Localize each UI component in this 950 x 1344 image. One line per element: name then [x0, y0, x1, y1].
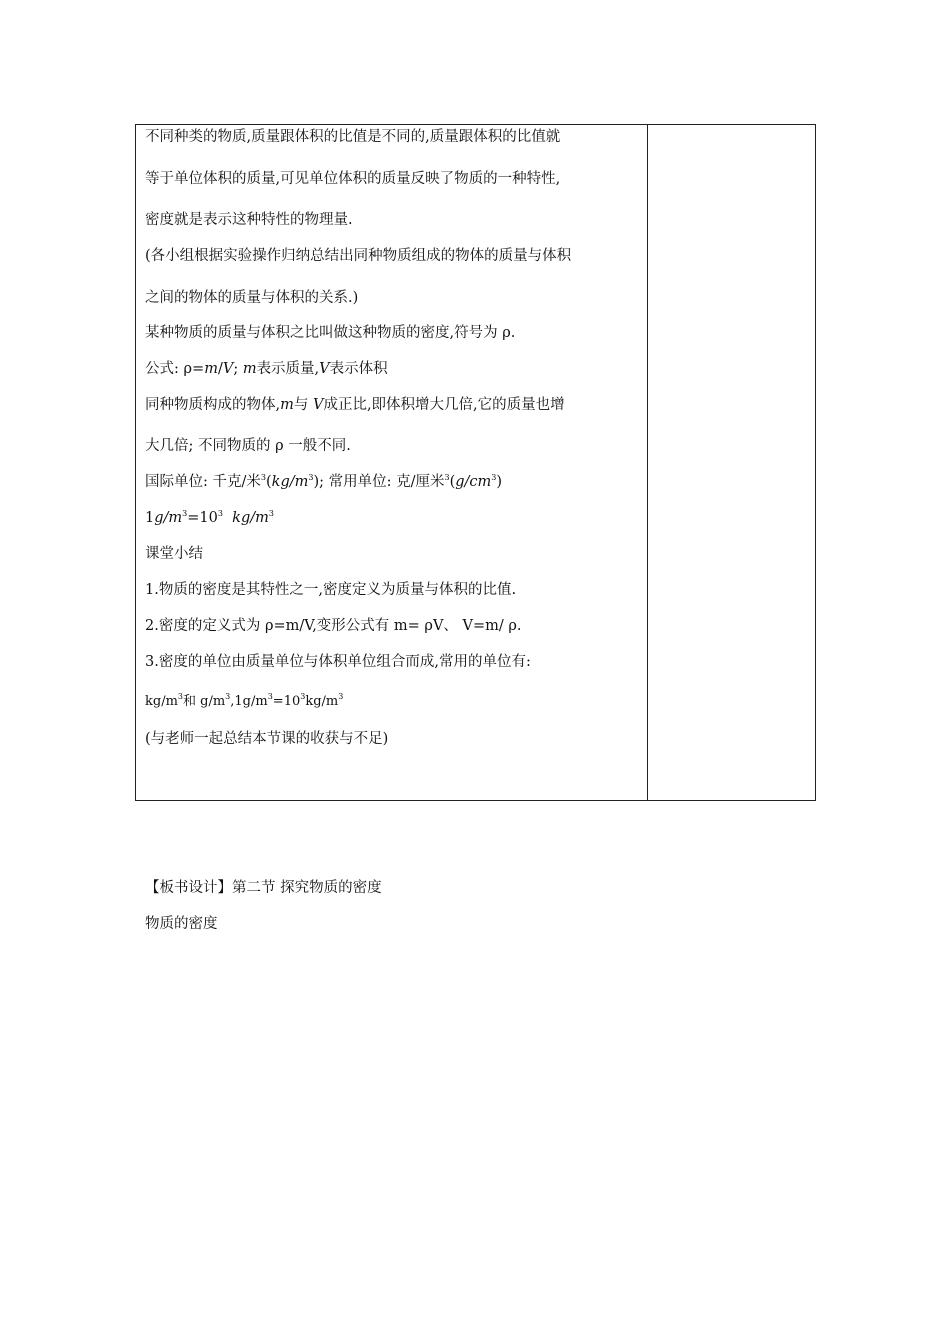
formula-m2: m [242, 361, 257, 377]
summary-title: 课堂小结 [145, 546, 203, 562]
formula-v2: V [319, 361, 330, 377]
formula-sep: ; [233, 361, 243, 377]
su-c-exp: 3 [267, 692, 273, 701]
formula-line [145, 359, 388, 379]
proportional-line2: 大几倍; 不同物质的 ρ 一般不同. [145, 438, 351, 454]
table-column-divider [647, 125, 648, 800]
si-prefix: 国际单位: 千克/米 [145, 474, 261, 490]
definition-line: 某种物质的质量与体积之比叫做这种物质的密度,符号为 ρ. [145, 325, 516, 341]
para2-line1: (各小组根据实验操作归纳总结出同种物质组成的物体的质量与体积 [145, 248, 572, 264]
su-d-exp: 3 [300, 692, 306, 701]
si-exp: 3 [260, 473, 266, 482]
prop-m: m [280, 397, 294, 413]
proportional-line1 [145, 395, 565, 415]
board-design-subtitle: 物质的密度 [145, 916, 218, 932]
units-line [145, 472, 502, 492]
si-unit: kg/m [271, 474, 309, 490]
su-c: ,1g/m [230, 694, 268, 709]
formula-v-desc: 表示体积 [329, 361, 388, 377]
conv-g-exp: 3 [182, 509, 188, 518]
conv-g: g/m [154, 510, 183, 526]
summary-units-line [145, 692, 343, 712]
conv-ten-exp: 3 [217, 509, 223, 518]
formula-eq: = [192, 361, 205, 377]
si-unit-exp: 3 [308, 473, 314, 482]
su-a-exp: 3 [177, 692, 183, 701]
board-design-title: 【板书设计】第二节 探究物质的密度 [145, 880, 382, 896]
summary-item-1: 1.物质的密度是其特性之一,密度定义为质量与体积的比值. [145, 582, 517, 598]
common-close: ) [496, 474, 503, 490]
common-unit: g/cm [455, 474, 492, 490]
summary-item-2: 2.密度的定义式为 ρ=m/V,变形公式有 m= ρV、 V=m/ ρ. [145, 618, 522, 634]
conv-kg-exp: 3 [268, 509, 274, 518]
si-close: ); 常用单位: 克/厘米 [313, 474, 445, 490]
formula-rho: ρ [183, 361, 193, 377]
summary-item-3: 3.密度的单位由质量单位与体积单位组合而成,常用的单位有: [145, 654, 531, 670]
prop-v: V [312, 397, 324, 413]
formula-v: V [222, 361, 234, 377]
closing-line: (与老师一起总结本节课的收获与不足) [145, 731, 389, 747]
su-a: kg/m [145, 694, 178, 709]
prop-part2: 与 [293, 397, 313, 413]
su-d: =10 [272, 694, 301, 709]
common-unit-exp: 3 [491, 473, 497, 482]
formula-m-desc: 表示质量, [256, 361, 320, 377]
conv-eq: =10 [187, 510, 218, 526]
su-e: kg/m [305, 694, 339, 709]
prop-part1: 同种物质构成的物体, [145, 397, 281, 413]
si-open: ( [265, 474, 272, 490]
formula-slash: / [217, 361, 223, 377]
conversion-line [145, 508, 274, 528]
conv-one: 1 [145, 510, 155, 526]
common-open: ( [449, 474, 456, 490]
prop-part3: 成正比,即体积增大几倍,它的质量也增 [323, 397, 565, 413]
common-exp: 3 [444, 473, 450, 482]
para1-line2: 等于单位体积的质量,可见单位体积的质量反映了物质的一种特性, [145, 171, 561, 187]
su-b-exp: 3 [225, 692, 231, 701]
formula-prefix: 公式: [145, 361, 184, 377]
para2-line2: 之间的物体的质量与体积的关系.) [145, 290, 359, 306]
su-e-exp: 3 [338, 692, 344, 701]
conv-kg: kg/m [232, 510, 269, 526]
formula-m: m [204, 361, 218, 377]
su-b: 和 g/m [183, 694, 226, 709]
para1-line3: 密度就是表示这种特性的物理量. [145, 212, 353, 228]
para1-line1: 不同种类的物质,质量跟体积的比值是不同的,质量跟体积的比值就 [145, 129, 561, 145]
